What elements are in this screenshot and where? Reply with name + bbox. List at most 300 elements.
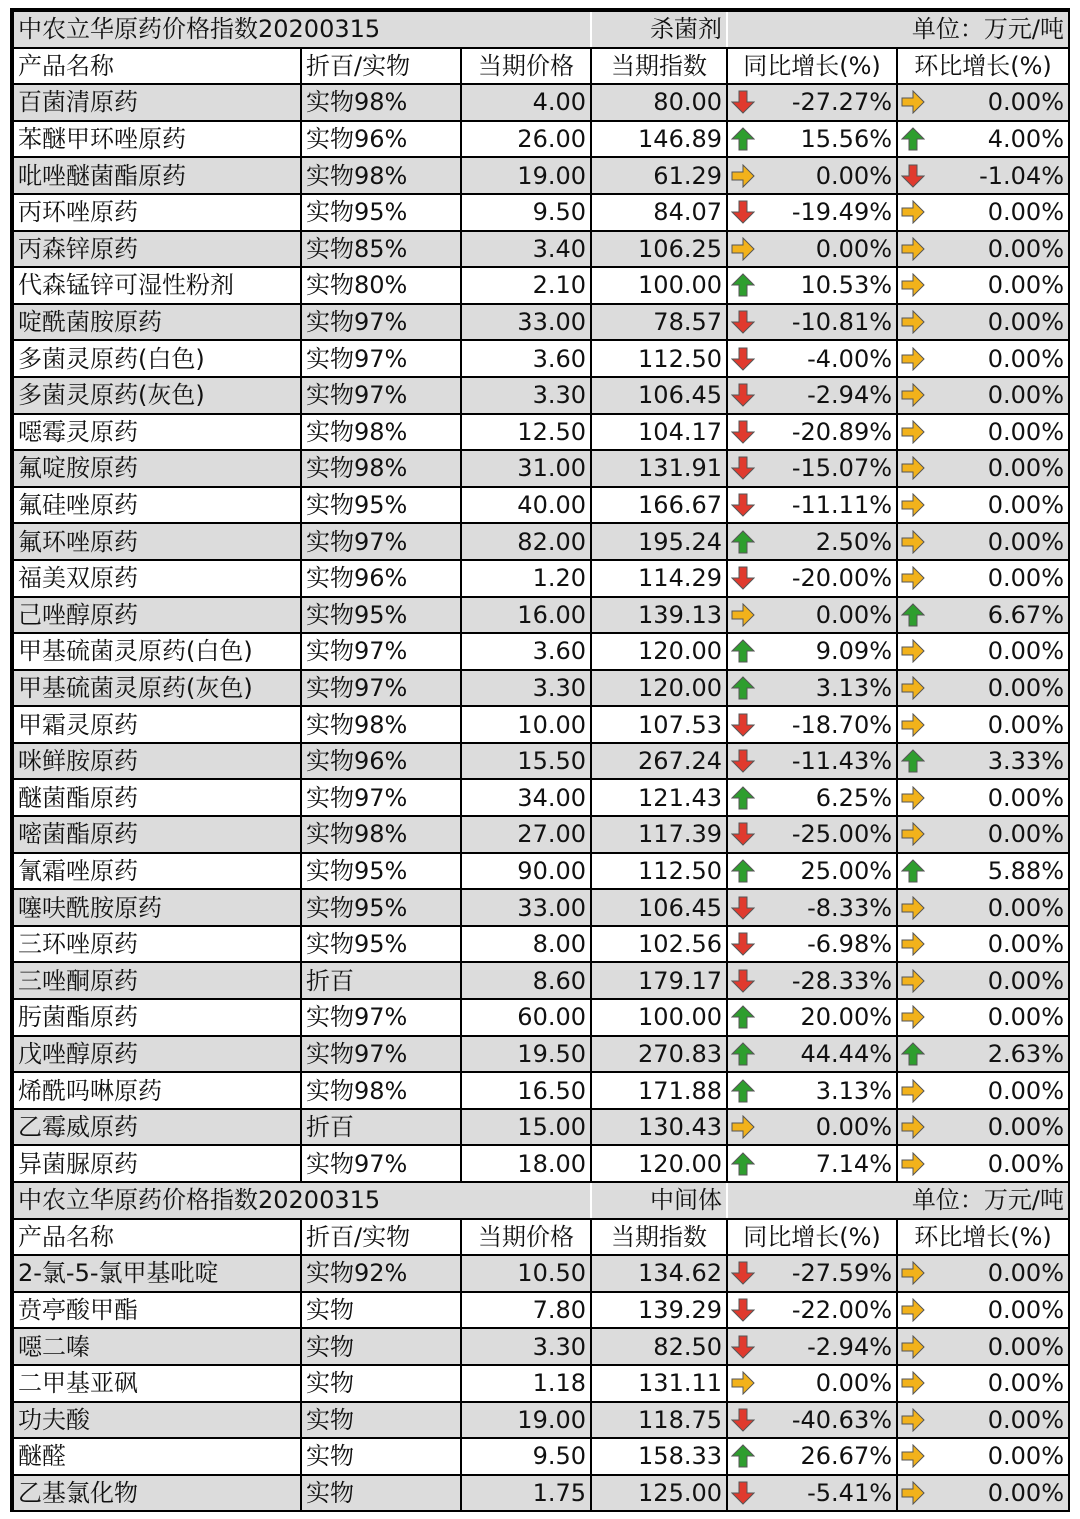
- table-row: [13, 816, 1069, 853]
- current-price: 19.50: [461, 1036, 591, 1073]
- yoy-change-cell: [727, 450, 897, 487]
- yoy-change-cell: [727, 231, 897, 268]
- yellow-right-arrow-icon: [901, 310, 925, 334]
- current-price: 26.00: [461, 121, 591, 158]
- yoy-change-cell: [727, 816, 897, 853]
- yellow-right-arrow-icon: [731, 603, 755, 627]
- green-up-arrow-icon: [901, 859, 925, 883]
- table-row: [13, 1328, 1069, 1365]
- current-index: 130.43: [591, 1109, 727, 1146]
- product-name: 氟环唑原药: [13, 523, 301, 560]
- yellow-right-arrow-icon: [901, 383, 925, 407]
- yoy-change-cell: [727, 523, 897, 560]
- yellow-right-arrow-icon: [901, 1298, 925, 1322]
- mom-change-value: 0.00%: [987, 88, 1065, 117]
- price-index-table: [12, 10, 1070, 1512]
- table-row: [13, 1292, 1069, 1329]
- mom-change-value: 5.88%: [987, 856, 1065, 885]
- current-price: 33.00: [461, 304, 591, 341]
- current-price: 10.00: [461, 706, 591, 743]
- mom-change-value: 0.00%: [987, 1479, 1065, 1508]
- mom-change-cell: [897, 926, 1069, 963]
- green-up-arrow-icon: [731, 1152, 755, 1176]
- yoy-change-cell: [727, 1328, 897, 1365]
- yellow-right-arrow-icon: [901, 1408, 925, 1432]
- green-up-arrow-icon: [731, 1042, 755, 1066]
- column-header: 当期价格: [461, 48, 591, 85]
- mom-change-value: 0.00%: [987, 820, 1065, 849]
- mom-change-cell: [897, 853, 1069, 890]
- product-spec: 实物95%: [301, 597, 461, 634]
- product-spec: 实物85%: [301, 231, 461, 268]
- current-price: 12.50: [461, 414, 591, 451]
- column-header-row: [13, 1219, 1069, 1256]
- green-up-arrow-icon: [731, 859, 755, 883]
- yoy-change-cell: [727, 1072, 897, 1109]
- yoy-change-value: -4.00%: [807, 344, 893, 373]
- green-up-arrow-icon: [901, 1042, 925, 1066]
- yoy-change-cell: [727, 1292, 897, 1329]
- table-row: [13, 779, 1069, 816]
- red-down-arrow-icon: [731, 1261, 755, 1285]
- current-price: 18.00: [461, 1145, 591, 1182]
- table-row: [13, 84, 1069, 121]
- product-spec: 实物98%: [301, 450, 461, 487]
- yoy-change-value: 25.00%: [800, 856, 893, 885]
- product-name: 醚菌酯原药: [13, 779, 301, 816]
- current-price: 19.00: [461, 1402, 591, 1439]
- current-index: 100.00: [591, 267, 727, 304]
- yoy-change-value: -11.11%: [791, 491, 893, 520]
- product-spec: 实物: [301, 1328, 461, 1365]
- yoy-change-cell: [727, 1036, 897, 1073]
- mom-change-value: 0.00%: [987, 1405, 1065, 1434]
- product-spec: 实物97%: [301, 1036, 461, 1073]
- yoy-change-cell: [727, 1438, 897, 1475]
- yoy-change-value: -27.59%: [791, 1259, 893, 1288]
- product-name: 戊唑醇原药: [13, 1036, 301, 1073]
- table-row: [13, 1145, 1069, 1182]
- mom-change-value: 0.00%: [987, 930, 1065, 959]
- product-name: 贲亭酸甲酯: [13, 1292, 301, 1329]
- current-index: 118.75: [591, 1402, 727, 1439]
- yoy-change-cell: [727, 267, 897, 304]
- column-header: 折百/实物: [301, 48, 461, 85]
- product-spec: 实物97%: [301, 304, 461, 341]
- green-up-arrow-icon: [901, 749, 925, 773]
- yoy-change-value: -40.63%: [791, 1405, 893, 1434]
- yoy-change-cell: [727, 1145, 897, 1182]
- current-index: 166.67: [591, 487, 727, 524]
- yoy-change-cell: [727, 926, 897, 963]
- product-spec: 实物95%: [301, 487, 461, 524]
- product-name: 乙基氯化物: [13, 1475, 301, 1512]
- mom-change-value: 3.33%: [987, 747, 1065, 776]
- current-price: 82.00: [461, 523, 591, 560]
- yoy-change-cell: [727, 1402, 897, 1439]
- yellow-right-arrow-icon: [901, 237, 925, 261]
- mom-change-cell: [897, 231, 1069, 268]
- yellow-right-arrow-icon: [901, 1335, 925, 1359]
- current-price: 3.30: [461, 1328, 591, 1365]
- table-row: [13, 1402, 1069, 1439]
- product-spec: 折百: [301, 1109, 461, 1146]
- current-price: 16.50: [461, 1072, 591, 1109]
- table-row: [13, 706, 1069, 743]
- mom-change-value: 0.00%: [987, 198, 1065, 227]
- current-price: 8.00: [461, 926, 591, 963]
- product-name: 嘧菌酯原药: [13, 816, 301, 853]
- mom-change-value: 4.00%: [987, 125, 1065, 154]
- yellow-right-arrow-icon: [901, 1481, 925, 1505]
- yellow-right-arrow-icon: [901, 1115, 925, 1139]
- mom-change-value: 0.00%: [987, 1296, 1065, 1325]
- green-up-arrow-icon: [901, 127, 925, 151]
- yellow-right-arrow-icon: [901, 493, 925, 517]
- product-name: 乙霉威原药: [13, 1109, 301, 1146]
- yoy-change-value: 7.14%: [815, 1149, 893, 1178]
- yoy-change-value: 0.00%: [815, 234, 893, 263]
- product-name: 咪鲜胺原药: [13, 743, 301, 780]
- table-row: [13, 157, 1069, 194]
- product-spec: 实物95%: [301, 194, 461, 231]
- mom-change-cell: [897, 304, 1069, 341]
- yellow-right-arrow-icon: [901, 90, 925, 114]
- product-spec: 实物: [301, 1365, 461, 1402]
- yellow-right-arrow-icon: [901, 456, 925, 480]
- section-category: 杀菌剂: [591, 11, 727, 48]
- yoy-change-cell: [727, 560, 897, 597]
- yoy-change-value: -20.00%: [791, 564, 893, 593]
- mom-change-value: 0.00%: [987, 893, 1065, 922]
- mom-change-cell: [897, 633, 1069, 670]
- table-row: [13, 1072, 1069, 1109]
- yellow-right-arrow-icon: [901, 566, 925, 590]
- mom-change-value: 0.00%: [987, 234, 1065, 263]
- current-index: 195.24: [591, 523, 727, 560]
- table-row: [13, 487, 1069, 524]
- section-title-row: [13, 11, 1069, 48]
- product-spec: 实物97%: [301, 670, 461, 707]
- mom-change-value: 0.00%: [987, 1442, 1065, 1471]
- product-spec: 实物96%: [301, 743, 461, 780]
- product-name: 噁霉灵原药: [13, 414, 301, 451]
- current-price: 3.30: [461, 670, 591, 707]
- column-header: 当期价格: [461, 1219, 591, 1256]
- green-up-arrow-icon: [731, 786, 755, 810]
- current-price: 90.00: [461, 853, 591, 890]
- mom-change-value: 0.00%: [987, 454, 1065, 483]
- current-price: 3.60: [461, 633, 591, 670]
- mom-change-cell: [897, 1402, 1069, 1439]
- mom-change-cell: [897, 743, 1069, 780]
- current-index: 106.45: [591, 377, 727, 414]
- yoy-change-cell: [727, 487, 897, 524]
- yellow-right-arrow-icon: [731, 237, 755, 261]
- table-row: [13, 1255, 1069, 1292]
- current-index: 84.07: [591, 194, 727, 231]
- column-header: 折百/实物: [301, 1219, 461, 1256]
- mom-change-value: -1.04%: [979, 161, 1065, 190]
- yoy-change-value: -15.07%: [791, 454, 893, 483]
- table-row: [13, 962, 1069, 999]
- mom-change-value: 0.00%: [987, 1113, 1065, 1142]
- mom-change-cell: [897, 157, 1069, 194]
- current-index: 120.00: [591, 633, 727, 670]
- column-header: 同比增长(%): [727, 48, 897, 85]
- product-spec: 实物97%: [301, 1145, 461, 1182]
- mom-change-cell: [897, 1036, 1069, 1073]
- yoy-change-cell: [727, 706, 897, 743]
- table-row: [13, 853, 1069, 890]
- current-index: 171.88: [591, 1072, 727, 1109]
- yoy-change-value: -10.81%: [791, 308, 893, 337]
- product-name: 多菌灵原药(灰色): [13, 377, 301, 414]
- current-index: 139.13: [591, 597, 727, 634]
- section-title: 中农立华原药价格指数20200315: [13, 11, 591, 48]
- mom-change-value: 0.00%: [987, 673, 1065, 702]
- yellow-right-arrow-icon: [901, 786, 925, 810]
- current-price: 3.40: [461, 231, 591, 268]
- current-index: 106.45: [591, 889, 727, 926]
- mom-change-cell: [897, 377, 1069, 414]
- product-name: 百菌清原药: [13, 84, 301, 121]
- yoy-change-value: -2.94%: [807, 1332, 893, 1361]
- current-price: 60.00: [461, 999, 591, 1036]
- product-spec: 实物95%: [301, 889, 461, 926]
- product-name: 多菌灵原药(白色): [13, 340, 301, 377]
- yoy-change-value: 20.00%: [800, 1003, 893, 1032]
- product-spec: 折百: [301, 962, 461, 999]
- current-index: 102.56: [591, 926, 727, 963]
- red-down-arrow-icon: [731, 420, 755, 444]
- mom-change-cell: [897, 523, 1069, 560]
- yellow-right-arrow-icon: [901, 420, 925, 444]
- yellow-right-arrow-icon: [901, 896, 925, 920]
- red-down-arrow-icon: [731, 1335, 755, 1359]
- column-header: 同比增长(%): [727, 1219, 897, 1256]
- yoy-change-cell: [727, 597, 897, 634]
- yellow-right-arrow-icon: [901, 822, 925, 846]
- mom-change-value: 0.00%: [987, 308, 1065, 337]
- mom-change-cell: [897, 1328, 1069, 1365]
- mom-change-value: 0.00%: [987, 1369, 1065, 1398]
- yoy-change-value: -28.33%: [791, 966, 893, 995]
- mom-change-value: 0.00%: [987, 491, 1065, 520]
- current-index: 267.24: [591, 743, 727, 780]
- mom-change-cell: [897, 121, 1069, 158]
- table-row: [13, 231, 1069, 268]
- mom-change-cell: [897, 1145, 1069, 1182]
- mom-change-value: 0.00%: [987, 966, 1065, 995]
- current-price: 4.00: [461, 84, 591, 121]
- current-price: 8.60: [461, 962, 591, 999]
- yoy-change-cell: [727, 121, 897, 158]
- green-up-arrow-icon: [731, 1079, 755, 1103]
- green-up-arrow-icon: [731, 1444, 755, 1468]
- product-name: 吡唑醚菌酯原药: [13, 157, 301, 194]
- product-name: 甲基硫菌灵原药(白色): [13, 633, 301, 670]
- yoy-change-value: 2.50%: [815, 527, 893, 556]
- mom-change-value: 0.00%: [987, 344, 1065, 373]
- current-index: 121.43: [591, 779, 727, 816]
- current-index: 117.39: [591, 816, 727, 853]
- red-down-arrow-icon: [731, 200, 755, 224]
- current-price: 1.18: [461, 1365, 591, 1402]
- current-index: 114.29: [591, 560, 727, 597]
- yellow-right-arrow-icon: [901, 1371, 925, 1395]
- product-name: 噁二嗪: [13, 1328, 301, 1365]
- current-index: 158.33: [591, 1438, 727, 1475]
- yoy-change-value: -2.94%: [807, 381, 893, 410]
- column-header: 产品名称: [13, 48, 301, 85]
- column-header: 环比增长(%): [897, 1219, 1069, 1256]
- section-title: 中农立华原药价格指数20200315: [13, 1182, 591, 1219]
- current-index: 146.89: [591, 121, 727, 158]
- current-price: 31.00: [461, 450, 591, 487]
- column-header: 环比增长(%): [897, 48, 1069, 85]
- yoy-change-value: 3.13%: [815, 673, 893, 702]
- yoy-change-cell: [727, 999, 897, 1036]
- current-index: 78.57: [591, 304, 727, 341]
- mom-change-cell: [897, 450, 1069, 487]
- column-header: 当期指数: [591, 1219, 727, 1256]
- yoy-change-value: -6.98%: [807, 930, 893, 959]
- current-index: 134.62: [591, 1255, 727, 1292]
- red-down-arrow-icon: [731, 822, 755, 846]
- product-name: 福美双原药: [13, 560, 301, 597]
- current-index: 104.17: [591, 414, 727, 451]
- yellow-right-arrow-icon: [901, 1261, 925, 1285]
- current-index: 82.50: [591, 1328, 727, 1365]
- table-row: [13, 1475, 1069, 1512]
- product-spec: 实物97%: [301, 779, 461, 816]
- column-header-row: [13, 48, 1069, 85]
- product-name: 三唑酮原药: [13, 962, 301, 999]
- yoy-change-value: -8.33%: [807, 893, 893, 922]
- yoy-change-value: -27.27%: [791, 88, 893, 117]
- current-price: 15.00: [461, 1109, 591, 1146]
- yoy-change-value: -20.89%: [791, 417, 893, 446]
- product-name: 噻呋酰胺原药: [13, 889, 301, 926]
- green-up-arrow-icon: [731, 676, 755, 700]
- product-name: 功夫酸: [13, 1402, 301, 1439]
- yellow-right-arrow-icon: [901, 969, 925, 993]
- current-index: 125.00: [591, 1475, 727, 1512]
- current-index: 61.29: [591, 157, 727, 194]
- table-row: [13, 267, 1069, 304]
- product-spec: 实物96%: [301, 560, 461, 597]
- product-spec: 实物95%: [301, 926, 461, 963]
- column-header: 产品名称: [13, 1219, 301, 1256]
- table-row: [13, 340, 1069, 377]
- product-name: 苯醚甲环唑原药: [13, 121, 301, 158]
- product-spec: 实物95%: [301, 853, 461, 890]
- product-spec: 实物97%: [301, 523, 461, 560]
- table-row: [13, 1438, 1069, 1475]
- table-row: [13, 633, 1069, 670]
- table-row: [13, 414, 1069, 451]
- yellow-right-arrow-icon: [731, 1115, 755, 1139]
- table-row: [13, 1109, 1069, 1146]
- mom-change-cell: [897, 340, 1069, 377]
- mom-change-cell: [897, 560, 1069, 597]
- green-up-arrow-icon: [731, 639, 755, 663]
- yoy-change-cell: [727, 157, 897, 194]
- mom-change-cell: [897, 999, 1069, 1036]
- product-name: 代森锰锌可湿性粉剂: [13, 267, 301, 304]
- current-price: 34.00: [461, 779, 591, 816]
- product-spec: 实物: [301, 1292, 461, 1329]
- mom-change-value: 0.00%: [987, 1259, 1065, 1288]
- mom-change-cell: [897, 779, 1069, 816]
- red-down-arrow-icon: [731, 383, 755, 407]
- yoy-change-value: 15.56%: [800, 125, 893, 154]
- yoy-change-cell: [727, 84, 897, 121]
- mom-change-cell: [897, 597, 1069, 634]
- yoy-change-value: 0.00%: [815, 161, 893, 190]
- product-spec: 实物97%: [301, 340, 461, 377]
- product-name: 甲霜灵原药: [13, 706, 301, 743]
- yellow-right-arrow-icon: [901, 273, 925, 297]
- product-name: 甲基硫菌灵原药(灰色): [13, 670, 301, 707]
- yoy-change-value: 0.00%: [815, 1113, 893, 1142]
- product-spec: 实物98%: [301, 157, 461, 194]
- current-price: 1.75: [461, 1475, 591, 1512]
- product-name: 2-氯-5-氯甲基吡啶: [13, 1255, 301, 1292]
- mom-change-cell: [897, 267, 1069, 304]
- current-index: 131.91: [591, 450, 727, 487]
- yoy-change-value: -18.70%: [791, 710, 893, 739]
- yoy-change-value: 0.00%: [815, 1369, 893, 1398]
- table-row: [13, 1036, 1069, 1073]
- table-row: [13, 304, 1069, 341]
- table-row: [13, 450, 1069, 487]
- product-spec: 实物98%: [301, 84, 461, 121]
- yoy-change-cell: [727, 1365, 897, 1402]
- yoy-change-cell: [727, 340, 897, 377]
- yoy-change-cell: [727, 414, 897, 451]
- mom-change-value: 0.00%: [987, 1149, 1065, 1178]
- table-row: [13, 560, 1069, 597]
- mom-change-cell: [897, 1255, 1069, 1292]
- current-price: 3.30: [461, 377, 591, 414]
- current-price: 3.60: [461, 340, 591, 377]
- mom-change-cell: [897, 414, 1069, 451]
- yellow-right-arrow-icon: [901, 530, 925, 554]
- red-down-arrow-icon: [901, 164, 925, 188]
- red-down-arrow-icon: [731, 566, 755, 590]
- current-index: 100.00: [591, 999, 727, 1036]
- yellow-right-arrow-icon: [901, 1005, 925, 1029]
- current-index: 131.11: [591, 1365, 727, 1402]
- table-row: [13, 523, 1069, 560]
- mom-change-cell: [897, 670, 1069, 707]
- mom-change-cell: [897, 1109, 1069, 1146]
- yoy-change-cell: [727, 853, 897, 890]
- current-price: 16.00: [461, 597, 591, 634]
- yoy-change-value: 10.53%: [800, 271, 893, 300]
- product-name: 丙森锌原药: [13, 231, 301, 268]
- product-name: 肟菌酯原药: [13, 999, 301, 1036]
- yoy-change-cell: [727, 633, 897, 670]
- yellow-right-arrow-icon: [901, 1152, 925, 1176]
- yoy-change-cell: [727, 1475, 897, 1512]
- red-down-arrow-icon: [731, 932, 755, 956]
- green-up-arrow-icon: [901, 603, 925, 627]
- product-name: 氟啶胺原药: [13, 450, 301, 487]
- product-spec: 实物98%: [301, 1072, 461, 1109]
